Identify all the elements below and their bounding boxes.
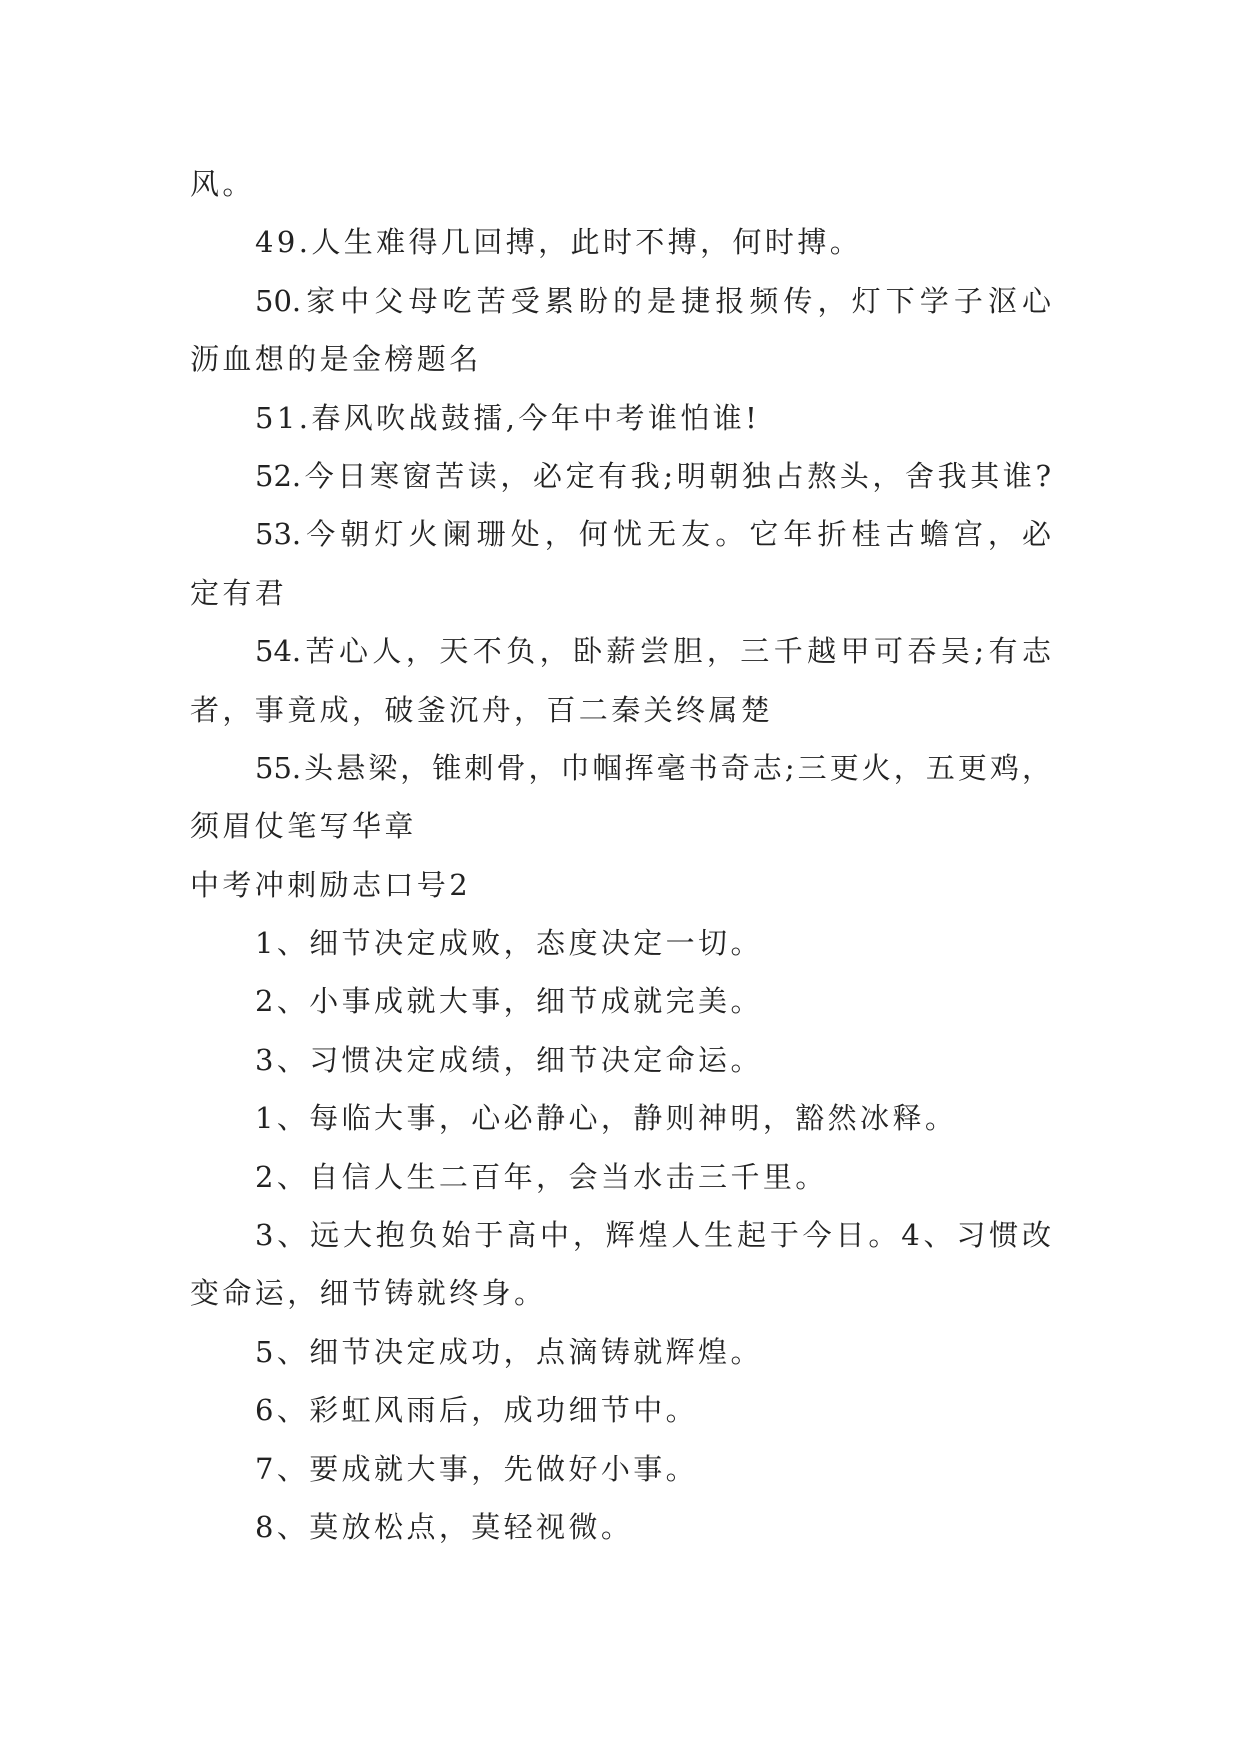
slogan-item (190, 739, 1051, 856)
text-line: 变命运，细节铸就终身。 (190, 1276, 547, 1311)
text-line: 3、习惯决定成绩，细节决定命运。 (255, 1042, 763, 1077)
slogan-item (190, 1323, 1051, 1381)
text-line: 6、彩虹风雨后，成功细节中。 (255, 1393, 699, 1428)
text-line: 53.今朝灯火阑珊处，何忧无友。它年折桂古蟾宫，必 (255, 517, 1051, 552)
text-line: 沥血想的是金榜题名 (190, 342, 482, 377)
text-line: 2、自信人生二百年，会当水击三千里。 (255, 1159, 828, 1194)
continued-paragraph (190, 155, 1051, 213)
text-line: 52.今日寒窗苦读，必定有我;明朝独占熬头，舍我其谁? (255, 458, 1051, 493)
slogan-item (190, 505, 1051, 622)
slogan-item (190, 389, 1051, 447)
slogan-item (190, 1498, 1051, 1556)
text-line: 8、莫放松点，莫轻视微。 (255, 1509, 634, 1544)
text-line: 49.人生难得几回搏，此时不搏，何时搏。 (255, 225, 863, 260)
text-line: 7、要成就大事，先做好小事。 (255, 1451, 699, 1486)
text-line: 风。 (190, 167, 255, 201)
text-line: 1、每临大事，心必静心，静则神明，豁然冰释。 (255, 1101, 958, 1136)
slogan-item (190, 914, 1051, 972)
text-line: 者，事竟成，破釜沉舟，百二秦关终属楚 (190, 692, 774, 727)
text-line: 51.春风吹战鼓擂,今年中考谁怕谁! (255, 400, 761, 435)
slogan-item (190, 1089, 1051, 1147)
text-line: 5、细节决定成功，点滴铸就辉煌。 (255, 1334, 763, 1369)
text-line: 50.家中父母吃苦受累盼的是捷报频传，灯下学子沤心 (255, 283, 1051, 318)
slogan-item (190, 1148, 1051, 1206)
slogan-item (190, 447, 1051, 505)
text-line: 2、小事成就大事，细节成就完美。 (255, 984, 763, 1019)
slogan-item (190, 972, 1051, 1030)
text-line: 须眉仗笔写华章 (190, 809, 417, 844)
slogan-item (190, 1206, 1051, 1323)
text-line: 3、远大抱负始于高中，辉煌人生起于今日。4、习惯改 (255, 1218, 1051, 1253)
text-line: 定有君 (190, 575, 288, 610)
slogan-item (190, 1440, 1051, 1498)
slogan-item (190, 622, 1051, 739)
slogan-item (190, 1031, 1051, 1089)
slogan-item (190, 1381, 1051, 1439)
text-line: 1、细节决定成败，态度决定一切。 (255, 926, 763, 961)
slogan-item (190, 272, 1051, 389)
section-title: 中考冲刺励志口号2 (190, 867, 472, 902)
text-line: 54.苦心人，天不负，卧薪尝胆，三千越甲可吞吴;有志 (255, 634, 1051, 669)
text-line: 55.头悬梁，锥刺骨，巾帼挥毫书奇志;三更火，五更鸡， (255, 750, 1051, 785)
document-body (190, 155, 1051, 1556)
slogan-item (190, 213, 1051, 271)
